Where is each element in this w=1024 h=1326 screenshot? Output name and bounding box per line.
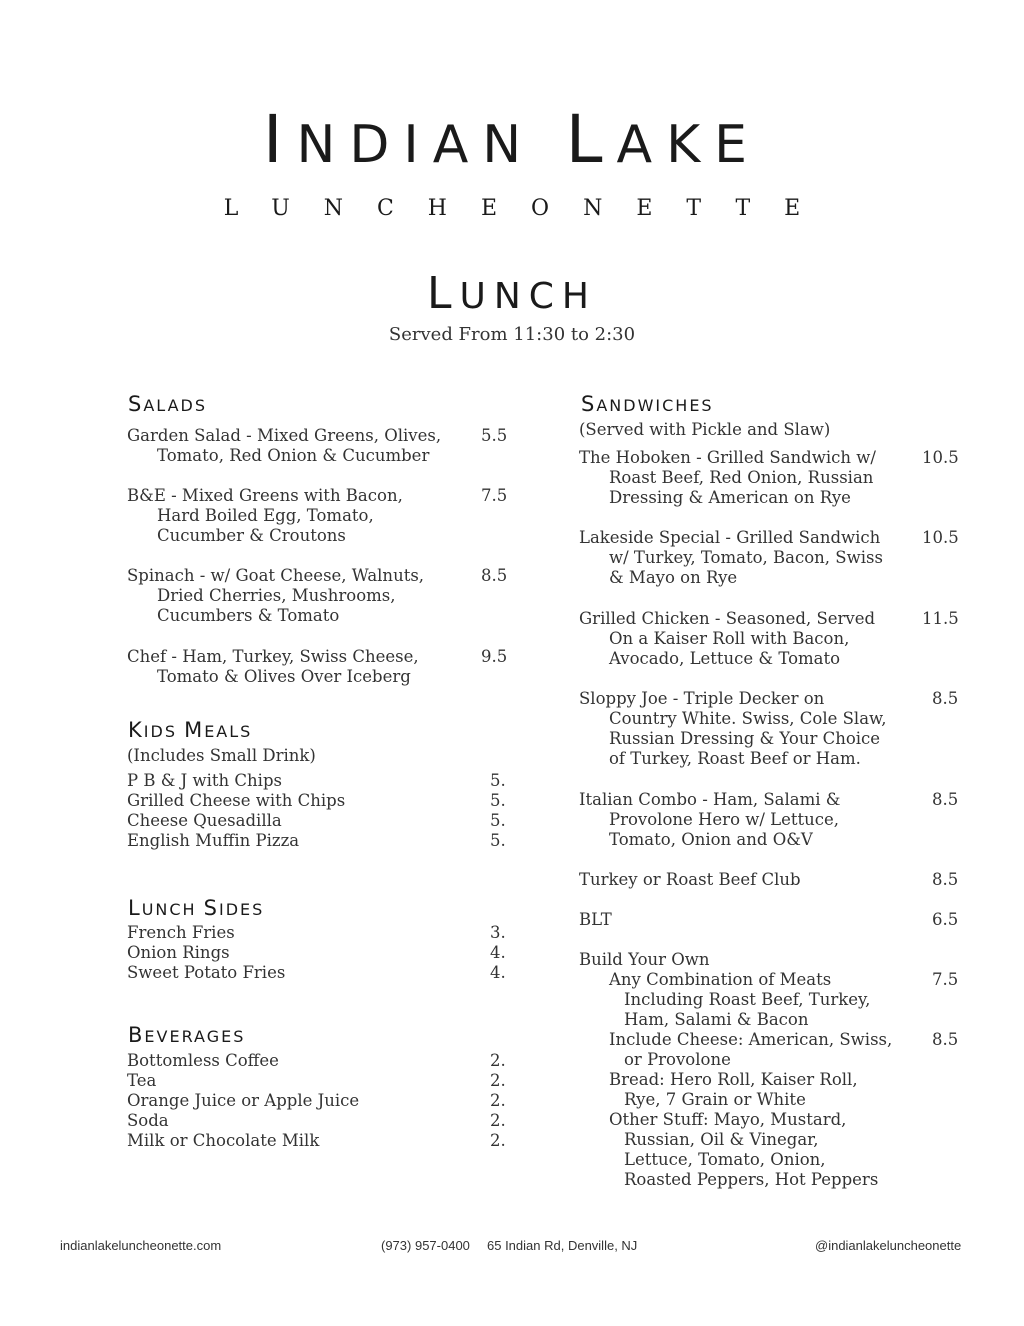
item-description: Dried Cherries, Mushrooms, xyxy=(157,586,396,605)
menu-item xyxy=(127,486,507,546)
restaurant-title xyxy=(0,100,1024,185)
lunch-sides-list xyxy=(127,923,507,983)
menu-section-title: LUNCH xyxy=(426,268,597,319)
item-price: 11.5 xyxy=(922,609,959,628)
footer-social[interactable]: @indianlakeluncheonette xyxy=(815,1238,962,1253)
menu-item: Turkey or Roast Beef Club 8.5 xyxy=(579,870,959,889)
menu-item: Lakeside Special - Grilled Sandwich w/ Turkey, Tomato, Bacon, Swiss & Mayo on Rye 10.5 xyxy=(579,528,959,587)
item-description: B&E - Mixed Greens with Bacon, xyxy=(127,486,403,505)
kids-meals-heading: KIDS MEALS xyxy=(128,718,253,742)
list-item: Grilled Cheese with Chips 5. xyxy=(127,791,506,810)
item-description: Cucumber & Croutons xyxy=(157,526,346,545)
list-item: Soda 2. xyxy=(127,1111,506,1130)
title-initial: L xyxy=(565,101,617,178)
list-item: Orange Juice or Apple Juice 2. xyxy=(127,1091,506,1110)
list-item: English Muffin Pizza 5. xyxy=(127,831,506,850)
list-item: French Fries 3. xyxy=(127,923,506,942)
item-description: Hard Boiled Egg, Tomato, xyxy=(157,506,374,525)
menu-item: BLT 6.5 xyxy=(579,910,959,929)
item-price: 8.5 xyxy=(932,870,959,889)
title-word: AKE xyxy=(616,115,762,175)
beverages-list xyxy=(127,1051,507,1151)
footer-website[interactable]: indianlakeluncheonette.com xyxy=(60,1238,222,1253)
byo-option: Include Cheese: American, Swiss, or Provolone 8.5 xyxy=(609,1030,959,1069)
lunch-sides-heading: LUNCH SIDES xyxy=(128,896,265,920)
list-item: Cheese Quesadilla 5. xyxy=(127,811,506,830)
item-description: Garden Salad - Mixed Greens, Olives, xyxy=(127,426,442,445)
build-your-own xyxy=(579,950,959,1190)
item-price: 6.5 xyxy=(932,910,959,929)
menu-item: Italian Combo - Ham, Salami & Provolone Hero w/ Lettuce, Tomato, Onion and O&V 8.5 xyxy=(579,790,959,849)
item-price: 7.5 xyxy=(481,486,508,505)
byo-title: Build Your Own xyxy=(579,950,710,969)
list-item: Sweet Potato Fries 4. xyxy=(127,963,506,982)
footer-phone: (973) 957-0400 xyxy=(381,1238,470,1253)
restaurant-subtitle: LUNCHEONETTE xyxy=(223,196,835,221)
item-description: Cucumbers & Tomato xyxy=(157,606,340,625)
item-price: 8.5 xyxy=(481,566,508,585)
item-price: 8.5 xyxy=(932,790,959,809)
footer-address: 65 Indian Rd, Denville, NJ xyxy=(487,1238,638,1253)
list-item: Bottomless Coffee 2. xyxy=(127,1051,506,1070)
item-price: 8.5 xyxy=(932,689,959,708)
menu-item xyxy=(127,647,507,687)
title-word: NDIAN xyxy=(296,115,536,175)
byo-option: Bread: Hero Roll, Kaiser Roll, Rye, 7 Grain or White xyxy=(609,1070,858,1109)
menu-item xyxy=(127,426,507,466)
menu-item: Sloppy Joe - Triple Decker on Country White. Swiss, Cole Slaw, Russian Dressing & Your Choice of Turkey, Roast Beef or Ham. 8.5 xyxy=(579,689,959,768)
list-item: P B & J with Chips 5. xyxy=(127,771,506,790)
list-item: Onion Rings 4. xyxy=(127,943,506,962)
kids-meals-list xyxy=(127,771,507,851)
item-description: Tomato & Olives Over Iceberg xyxy=(157,667,411,686)
served-hours: Served From 11:30 to 2:30 xyxy=(388,324,636,345)
item-price: 9.5 xyxy=(481,647,508,666)
salads-heading: SALADS xyxy=(128,392,207,416)
item-description: Chef - Ham, Turkey, Swiss Cheese, xyxy=(127,647,419,666)
list-item: Tea 2. xyxy=(127,1071,506,1090)
item-price: 5.5 xyxy=(481,426,508,445)
item-price: 10.5 xyxy=(922,528,959,547)
kids-meals-note: (Includes Small Drink) xyxy=(127,746,316,765)
item-description: Spinach - w/ Goat Cheese, Walnuts, xyxy=(127,566,425,585)
sandwiches-note: (Served with Pickle and Slaw) xyxy=(579,420,831,439)
byo-option: Any Combination of Meats Including Roast Beef, Turkey, Ham, Salami & Bacon 7.5 xyxy=(609,970,959,1029)
menu-item: Grilled Chicken - Seasoned, Served On a Kaiser Roll with Bacon, Avocado, Lettuce & Tomato 11.5 xyxy=(579,609,959,668)
sandwiches-heading: SANDWICHES xyxy=(581,392,714,416)
menu-item xyxy=(127,566,507,626)
item-price: 10.5 xyxy=(922,448,959,467)
title-initial: I xyxy=(262,101,297,178)
menu-item: The Hoboken - Grilled Sandwich w/ Roast Beef, Red Onion, Russian Dressing & American on Rye 10.5 xyxy=(579,448,959,507)
list-item: Milk or Chocolate Milk 2. xyxy=(127,1131,506,1150)
beverages-heading: BEVERAGES xyxy=(128,1023,246,1047)
item-description: Tomato, Red Onion & Cucumber xyxy=(157,446,430,465)
byo-option: Other Stuff: Mayo, Mustard, Russian, Oil & Vinegar, Lettuce, Tomato, Onion, Roasted Peppers, Hot Peppers xyxy=(609,1110,879,1189)
